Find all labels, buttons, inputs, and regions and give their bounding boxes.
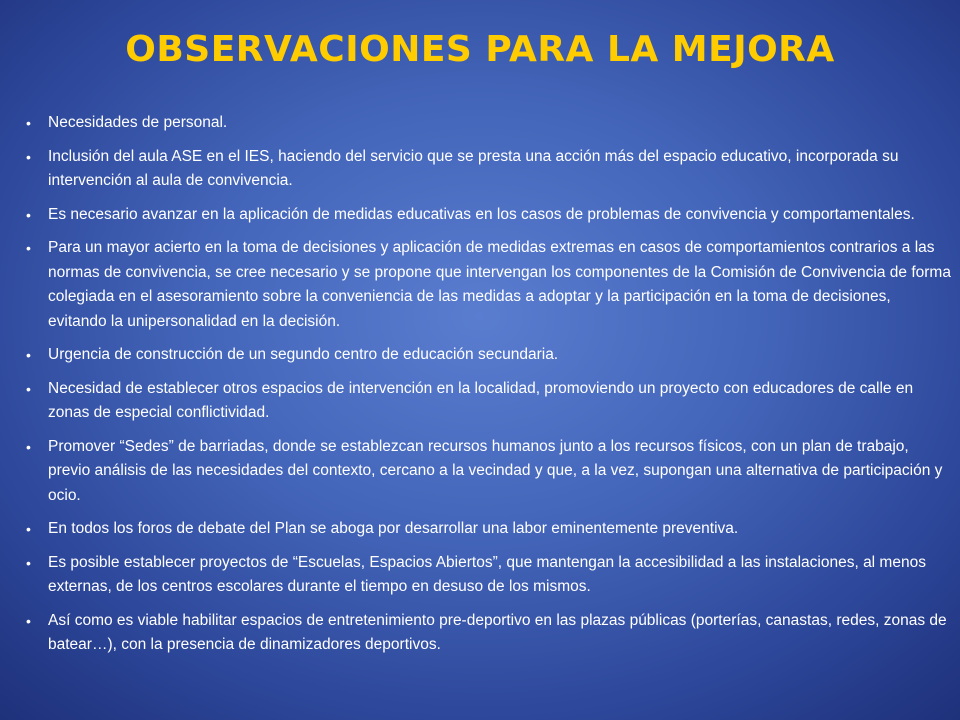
bullet-icon: • bbox=[26, 612, 31, 629]
bullet-icon: • bbox=[26, 521, 31, 537]
bullet-icon: • bbox=[26, 554, 31, 571]
bullet-text: Así como es viable habilitar espacios de entretenimiento pre-deportivo en las plazas públicas (porterías, canastas, redes, zonas de batear…), con la presencia de dinamizadores deportivos. bbox=[48, 611, 947, 653]
bullet-text: Para un mayor acierto en la toma de decisiones y aplicación de medidas extremas en casos de comportamientos contrarios a las normas de convivencia, se cree necesario y se propone que intervengan los componentes de la Comisión de Convivencia de forma colegiada en el asesoramiento sobre la conveniencia de las medidas a adoptar y la participación en la toma de decisiones, evitando la unipersonalidad en la decisión. bbox=[48, 239, 951, 330]
bullet-text: Inclusión del aula ASE en el IES, haciendo del servicio que se presta una acción más del espacio educativo, incorporada su intervención al aula de convivencia. bbox=[48, 147, 899, 189]
bullet-text: Es posible establecer proyectos de “Escuelas, Espacios Abiertos”, que mantengan la accesibilidad a las instalaciones, al menos externas, de los centros escolares durante el tiempo en desuso de los mismos. bbox=[48, 553, 926, 595]
bullet-icon: • bbox=[26, 240, 31, 256]
bullet-text: En todos los foros de debate del Plan se aboga por desarrollar una labor eminentemente preventiva. bbox=[48, 520, 739, 537]
bullet-item bbox=[22, 435, 952, 509]
bullet-text: Es necesario avanzar en la aplicación de medidas educativas en los casos de problemas de convivencia y comportamentales. bbox=[48, 205, 915, 223]
bullet-text: Necesidad de establecer otros espacios de intervención en la localidad, promoviendo un proyecto con educadores de calle en zonas de especial conflictividad. bbox=[48, 379, 914, 421]
bullet-item bbox=[22, 145, 952, 194]
bullet-text: Necesidades de personal. bbox=[48, 114, 228, 131]
bullet-icon: • bbox=[26, 206, 31, 223]
bullet-icon: • bbox=[26, 347, 31, 363]
bullet-item bbox=[22, 517, 952, 542]
bullet-icon: • bbox=[26, 438, 31, 455]
bullet-list bbox=[22, 111, 952, 667]
bullet-item bbox=[22, 609, 952, 658]
slide-title: OBSERVACIONES PARA LA MEJORA bbox=[125, 29, 835, 70]
bullet-item bbox=[22, 343, 952, 368]
bullet-text: Promover “Sedes” de barriadas, donde se establezcan recursos humanos junto a los recursos físicos, con un plan de trabajo, previo análisis de las necesidades del contexto, cercano a la vecindad y que, a la vez, supongan una alternativa de participación y ocio. bbox=[48, 437, 943, 504]
bullet-item bbox=[22, 377, 952, 426]
bullet-item bbox=[22, 551, 952, 600]
bullet-item bbox=[22, 203, 952, 228]
bullet-item bbox=[22, 111, 952, 136]
bullet-icon: • bbox=[26, 115, 31, 131]
bullet-icon: • bbox=[26, 380, 31, 397]
bullet-icon: • bbox=[26, 148, 31, 165]
bullet-text: Urgencia de construcción de un segundo centro de educación secundaria. bbox=[48, 346, 559, 363]
bullet-item bbox=[22, 236, 952, 334]
